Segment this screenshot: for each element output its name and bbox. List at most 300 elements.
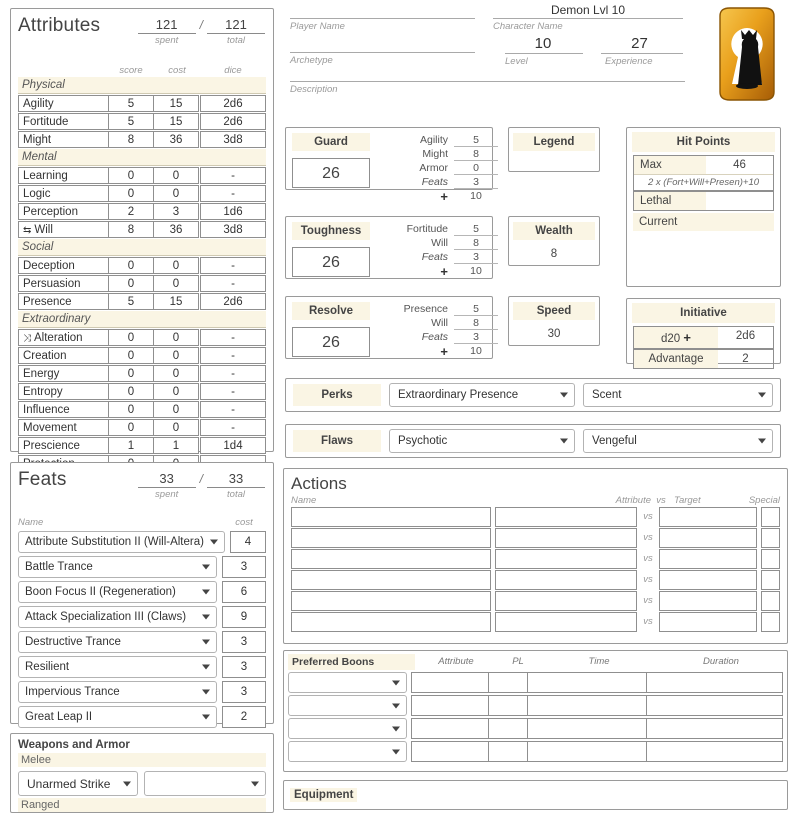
attribute-row bbox=[18, 365, 266, 382]
attribute-dice-cell: - bbox=[200, 419, 266, 436]
defense-part-row bbox=[376, 133, 498, 147]
defense-base-row bbox=[376, 264, 498, 278]
level-value[interactable]: 10 bbox=[534, 35, 552, 52]
action-special-cell[interactable] bbox=[761, 612, 780, 632]
feat-name: Destructive Trance bbox=[25, 636, 121, 648]
hp-max-label: Max bbox=[634, 156, 706, 174]
attribute-cost-cell: 0 bbox=[153, 167, 199, 184]
attribute-name: Fortitude bbox=[23, 116, 69, 128]
feat-name: Attribute Substitution II (Will-Altera) bbox=[25, 536, 204, 548]
action-attribute-cell[interactable] bbox=[495, 591, 637, 611]
attribute-row bbox=[18, 347, 266, 364]
defense-part-row bbox=[376, 147, 498, 161]
column-header-dice: dice bbox=[224, 65, 242, 76]
attribute-cost-cell: 15 bbox=[153, 95, 199, 112]
speed-value[interactable]: 30 bbox=[547, 328, 561, 340]
attribute-score-cell[interactable]: 0 bbox=[108, 167, 154, 184]
chevron-down-icon bbox=[202, 665, 210, 670]
hp-lethal-value[interactable] bbox=[706, 192, 773, 210]
perk-select-2[interactable] bbox=[583, 383, 773, 407]
attribute-name: Persuasion bbox=[23, 278, 81, 290]
chevron-down-icon bbox=[202, 615, 210, 620]
feat-select[interactable] bbox=[18, 556, 217, 578]
experience-rule bbox=[601, 53, 683, 54]
defense-part-row bbox=[376, 330, 498, 344]
equipment-panel bbox=[283, 780, 788, 810]
attribute-name: Alteration bbox=[34, 332, 83, 344]
boons-column-headers bbox=[288, 654, 783, 670]
flaws-label: Flaws bbox=[293, 430, 381, 452]
melee-secondary-select[interactable] bbox=[144, 771, 266, 796]
defense-part-label: Feats bbox=[421, 251, 448, 263]
melee-weapon-select[interactable] bbox=[18, 771, 138, 796]
character-portrait[interactable] bbox=[706, 6, 788, 110]
chevron-down-icon bbox=[758, 439, 766, 444]
flaw-value-2: Vengeful bbox=[592, 435, 637, 447]
attribute-name: Influence bbox=[23, 404, 70, 416]
boon-select[interactable] bbox=[288, 718, 407, 739]
attribute-score-cell[interactable]: 1 bbox=[108, 437, 154, 454]
boon-pl-cell[interactable] bbox=[488, 718, 528, 739]
attributes-points-summary bbox=[138, 17, 265, 46]
resolve-box bbox=[285, 296, 493, 359]
feats-spent-value: 33 bbox=[138, 471, 196, 488]
feats-total-label: total bbox=[227, 489, 245, 500]
boon-duration-cell[interactable] bbox=[646, 695, 783, 716]
feats-points-summary bbox=[138, 471, 265, 500]
feat-row bbox=[18, 631, 266, 653]
feat-select[interactable] bbox=[18, 681, 217, 703]
action-attribute-cell[interactable] bbox=[495, 612, 637, 632]
attribute-name: Entropy bbox=[23, 386, 63, 398]
wealth-box bbox=[508, 216, 600, 266]
action-name-cell[interactable] bbox=[291, 507, 491, 527]
weapons-title: Weapons and Armor bbox=[18, 739, 130, 751]
initiative-title: Initiative bbox=[632, 303, 775, 323]
level-label: Level bbox=[505, 56, 528, 67]
defense-part-label: Feats bbox=[421, 331, 448, 343]
attribute-score-cell[interactable]: 8 bbox=[108, 131, 154, 148]
feats-total-value: 33 bbox=[207, 471, 265, 488]
action-attribute-cell[interactable] bbox=[495, 507, 637, 527]
boons-title: Preferred Boons bbox=[288, 654, 415, 670]
chevron-down-icon bbox=[560, 439, 568, 444]
table-row bbox=[288, 718, 783, 739]
defense-part-value: 8 bbox=[454, 317, 498, 330]
initiative-die-value[interactable]: 2d6 bbox=[735, 330, 756, 342]
action-attribute-cell[interactable] bbox=[495, 570, 637, 590]
defense-part-value: 3 bbox=[454, 176, 498, 189]
attribute-score-cell[interactable]: 5 bbox=[108, 293, 154, 310]
wealth-value[interactable]: 8 bbox=[550, 248, 558, 260]
boon-time-cell[interactable] bbox=[527, 718, 647, 739]
attribute-score-cell[interactable]: 8 bbox=[108, 221, 154, 238]
defense-part-row bbox=[376, 222, 498, 236]
attribute-name-cell bbox=[18, 329, 108, 346]
action-target-cell[interactable] bbox=[659, 612, 757, 632]
attribute-score-cell[interactable]: 0 bbox=[108, 275, 154, 292]
chevron-down-icon bbox=[392, 680, 400, 685]
perks-panel bbox=[285, 378, 781, 412]
feat-select[interactable] bbox=[18, 531, 225, 553]
weapons-and-armor-panel bbox=[10, 733, 274, 813]
attribute-dice-cell: - bbox=[200, 275, 266, 292]
boon-attribute-cell[interactable] bbox=[411, 741, 489, 762]
attribute-score-cell[interactable]: 0 bbox=[108, 347, 154, 364]
action-name-cell[interactable] bbox=[291, 549, 491, 569]
attribute-score-cell[interactable]: 5 bbox=[108, 95, 154, 112]
attribute-name-cell bbox=[18, 293, 108, 310]
defense-part-value: 3 bbox=[454, 251, 498, 264]
keyhole-figure-icon bbox=[706, 6, 788, 110]
perk-select-1[interactable] bbox=[389, 383, 575, 407]
preferred-boons-panel bbox=[283, 650, 788, 772]
attribute-score-cell[interactable]: 0 bbox=[108, 329, 154, 346]
table-row bbox=[288, 741, 783, 762]
feat-cost: 2 bbox=[222, 706, 266, 728]
defense-part-label: Fortitude bbox=[406, 223, 448, 235]
feat-row bbox=[18, 681, 266, 703]
attribute-score-cell[interactable]: 2 bbox=[108, 203, 154, 220]
attribute-cost-cell: 1 bbox=[153, 437, 199, 454]
attribute-cost-cell: 36 bbox=[153, 131, 199, 148]
experience-value[interactable]: 27 bbox=[631, 35, 648, 52]
defense-part-row bbox=[376, 250, 498, 264]
attribute-cost-cell: 3 bbox=[153, 203, 199, 220]
attribute-score-cell[interactable]: 0 bbox=[108, 365, 154, 382]
actions-column-headers bbox=[291, 495, 780, 506]
attribute-cost-cell: 0 bbox=[153, 347, 199, 364]
boon-pl-cell[interactable] bbox=[488, 741, 528, 762]
boon-duration-cell[interactable] bbox=[646, 672, 783, 693]
attribute-row bbox=[18, 275, 266, 292]
initiative-panel bbox=[626, 298, 781, 364]
chevron-down-icon bbox=[392, 703, 400, 708]
attribute-group-header: Social bbox=[18, 239, 266, 256]
attribute-score-cell[interactable]: 0 bbox=[108, 383, 154, 400]
shuffle-icon: ⤨ bbox=[23, 333, 31, 344]
defense-part-label: Agility bbox=[419, 134, 448, 146]
plus-icon: + bbox=[683, 330, 691, 345]
attribute-score-cell[interactable]: 0 bbox=[108, 257, 154, 274]
feat-name: Resilient bbox=[25, 661, 70, 673]
chevron-down-icon bbox=[560, 393, 568, 398]
attribute-score-cell[interactable]: 5 bbox=[108, 113, 154, 130]
action-name-cell[interactable] bbox=[291, 570, 491, 590]
defense-part-label: Feats bbox=[421, 176, 448, 188]
flaws-panel bbox=[285, 424, 781, 458]
attribute-name-cell bbox=[18, 401, 108, 418]
hp-max-value[interactable]: 46 bbox=[733, 159, 746, 171]
attribute-name: Learning bbox=[23, 170, 68, 182]
attribute-cost-cell: 0 bbox=[153, 419, 199, 436]
feat-cost: 9 bbox=[222, 606, 266, 628]
table-row bbox=[291, 591, 780, 611]
wealth-label: Wealth bbox=[513, 222, 595, 240]
column-header-feat-cost: cost bbox=[235, 517, 253, 528]
flaw-select-2[interactable] bbox=[583, 429, 773, 453]
action-target-cell[interactable] bbox=[659, 570, 757, 590]
feats-slash: / bbox=[199, 472, 203, 486]
attribute-cost-cell: 0 bbox=[153, 329, 199, 346]
guard-box bbox=[285, 127, 493, 204]
attribute-cost-cell: 0 bbox=[153, 275, 199, 292]
hit-points-title: Hit Points bbox=[632, 132, 775, 152]
player-name-rule bbox=[290, 18, 475, 19]
chevron-down-icon bbox=[202, 590, 210, 595]
initiative-frame bbox=[633, 326, 774, 369]
attribute-name-cell bbox=[18, 383, 108, 400]
boon-select[interactable] bbox=[288, 695, 407, 716]
boon-select[interactable] bbox=[288, 672, 407, 693]
action-special-cell[interactable] bbox=[761, 549, 780, 569]
attributes-column-headers bbox=[18, 65, 266, 76]
defense-part-value: 5 bbox=[454, 223, 498, 236]
attribute-cost-cell: 0 bbox=[153, 365, 199, 382]
melee-label: Melee bbox=[18, 753, 266, 767]
attribute-dice-cell: 3d8 bbox=[200, 131, 266, 148]
action-special-cell[interactable] bbox=[761, 507, 780, 527]
attribute-dice-cell: - bbox=[200, 329, 266, 346]
attribute-name: Might bbox=[23, 134, 52, 146]
attribute-row bbox=[18, 95, 266, 112]
actions-title: Actions bbox=[291, 474, 347, 493]
attribute-dice-cell: - bbox=[200, 167, 266, 184]
attribute-name: Deception bbox=[23, 260, 75, 272]
perk-value-2: Scent bbox=[592, 389, 622, 401]
action-vs-label: vs bbox=[643, 553, 653, 564]
attribute-dice-cell: 1d6 bbox=[200, 203, 266, 220]
attribute-row bbox=[18, 437, 266, 454]
initiative-advantage-label: Advantage bbox=[634, 350, 718, 368]
feat-select[interactable] bbox=[18, 656, 217, 678]
feat-select[interactable] bbox=[18, 581, 217, 603]
attribute-row bbox=[18, 419, 266, 436]
boon-attribute-cell[interactable] bbox=[411, 718, 489, 739]
feat-row bbox=[18, 581, 266, 603]
action-attribute-cell[interactable] bbox=[495, 528, 637, 548]
attribute-cost-cell: 0 bbox=[153, 401, 199, 418]
plus-icon: + bbox=[440, 343, 448, 359]
feat-name: Battle Trance bbox=[25, 561, 93, 573]
flaw-select-1[interactable] bbox=[389, 429, 575, 453]
attribute-group-header: Extraordinary bbox=[18, 311, 266, 328]
feat-cost: 6 bbox=[222, 581, 266, 603]
attribute-row bbox=[18, 221, 266, 238]
defense-part-label: Might bbox=[422, 148, 448, 160]
attribute-dice-cell: - bbox=[200, 185, 266, 202]
attribute-name-cell bbox=[18, 365, 108, 382]
attributes-panel bbox=[10, 8, 274, 452]
defense-part-row bbox=[376, 302, 498, 316]
boon-select[interactable] bbox=[288, 741, 407, 762]
attribute-row bbox=[18, 383, 266, 400]
hp-current-label: Current bbox=[633, 213, 774, 231]
speed-box bbox=[508, 296, 600, 346]
table-row bbox=[288, 695, 783, 716]
action-special-cell[interactable] bbox=[761, 528, 780, 548]
resolve-label: Resolve bbox=[292, 302, 370, 320]
defense-part-row bbox=[376, 175, 498, 189]
attribute-group-header: Mental bbox=[18, 149, 266, 166]
speed-label: Speed bbox=[513, 302, 595, 320]
attribute-cost-cell: 36 bbox=[153, 221, 199, 238]
experience-label: Experience bbox=[605, 56, 653, 67]
attribute-name-cell bbox=[18, 203, 108, 220]
attribute-dice-cell: - bbox=[200, 401, 266, 418]
feat-cost: 3 bbox=[222, 656, 266, 678]
guard-value[interactable]: 26 bbox=[292, 158, 370, 188]
column-header-action-vs: vs bbox=[656, 495, 666, 506]
table-row bbox=[288, 672, 783, 693]
resolve-value[interactable]: 26 bbox=[292, 327, 370, 357]
defense-part-value: 8 bbox=[454, 237, 498, 250]
action-attribute-cell[interactable] bbox=[495, 549, 637, 569]
hp-formula: 2 x (Fort+Will+Presen)+10 bbox=[634, 174, 773, 190]
hp-lethal-label: Lethal bbox=[634, 192, 706, 210]
attribute-group-header: Physical bbox=[18, 77, 266, 94]
column-header-action-target: Target bbox=[674, 495, 701, 506]
table-row bbox=[291, 507, 780, 527]
attribute-dice-cell: 1d4 bbox=[200, 437, 266, 454]
action-vs-label: vs bbox=[643, 532, 653, 543]
action-target-cell[interactable] bbox=[659, 507, 757, 527]
column-header-boon-time: Time bbox=[588, 656, 610, 667]
legend-box bbox=[508, 127, 600, 172]
attribute-name-cell bbox=[18, 221, 108, 238]
attribute-dice-cell: - bbox=[200, 347, 266, 364]
initiative-advantage-value[interactable]: 2 bbox=[742, 353, 749, 365]
defense-part-row bbox=[376, 236, 498, 250]
attribute-row bbox=[18, 167, 266, 184]
chevron-down-icon bbox=[758, 393, 766, 398]
feat-row bbox=[18, 606, 266, 628]
attribute-name: Perception bbox=[23, 206, 78, 218]
boon-time-cell[interactable] bbox=[527, 672, 647, 693]
feat-select[interactable] bbox=[18, 706, 217, 728]
attributes-total-value: 121 bbox=[207, 17, 265, 34]
boon-duration-cell[interactable] bbox=[646, 718, 783, 739]
attribute-name-cell bbox=[18, 95, 108, 112]
boon-time-cell[interactable] bbox=[527, 695, 647, 716]
attribute-name-cell bbox=[18, 347, 108, 364]
defense-part-label: Armor bbox=[419, 162, 448, 174]
attribute-name: Creation bbox=[23, 350, 67, 362]
attribute-name: Prescience bbox=[23, 440, 80, 452]
defense-base-row bbox=[376, 344, 498, 358]
boons-row-list bbox=[288, 672, 783, 762]
attribute-row bbox=[18, 113, 266, 130]
action-special-cell[interactable] bbox=[761, 591, 780, 611]
attribute-name: Movement bbox=[23, 422, 77, 434]
initiative-die-label bbox=[634, 327, 718, 348]
action-vs-label: vs bbox=[643, 574, 653, 585]
action-name-cell[interactable] bbox=[291, 591, 491, 611]
feat-name: Attack Specialization III (Claws) bbox=[25, 611, 187, 623]
attribute-name: Energy bbox=[23, 368, 60, 380]
attribute-name-cell bbox=[18, 437, 108, 454]
attribute-score-cell[interactable]: 0 bbox=[108, 419, 154, 436]
melee-weapon-value: Unarmed Strike bbox=[27, 777, 111, 791]
chevron-down-icon bbox=[202, 690, 210, 695]
boon-duration-cell[interactable] bbox=[646, 741, 783, 762]
attribute-name-cell bbox=[18, 185, 108, 202]
action-vs-label: vs bbox=[643, 595, 653, 606]
attributes-total-label: total bbox=[227, 35, 245, 46]
attribute-dice-cell: 3d8 bbox=[200, 221, 266, 238]
attribute-cost-cell: 15 bbox=[153, 113, 199, 130]
attribute-score-cell[interactable]: 0 bbox=[108, 401, 154, 418]
character-name-value[interactable]: Demon Lvl 10 bbox=[550, 3, 626, 17]
archetype-label: Archetype bbox=[290, 55, 333, 66]
attributes-title: Attributes bbox=[18, 15, 101, 36]
boon-attribute-cell[interactable] bbox=[411, 672, 489, 693]
feats-spent-label: spent bbox=[155, 489, 179, 500]
melee-row bbox=[18, 771, 266, 796]
attribute-row bbox=[18, 329, 266, 346]
chevron-down-icon bbox=[392, 749, 400, 754]
toughness-box bbox=[285, 216, 493, 279]
attribute-cost-cell: 0 bbox=[153, 257, 199, 274]
boon-pl-cell[interactable] bbox=[488, 672, 528, 693]
defense-part-row bbox=[376, 316, 498, 330]
boon-attribute-cell[interactable] bbox=[411, 695, 489, 716]
table-row bbox=[291, 612, 780, 632]
hit-points-panel bbox=[626, 127, 781, 287]
action-name-cell[interactable] bbox=[291, 612, 491, 632]
attribute-dice-cell: - bbox=[200, 257, 266, 274]
boon-time-cell[interactable] bbox=[527, 741, 647, 762]
action-target-cell[interactable] bbox=[659, 549, 757, 569]
column-header-cost: cost bbox=[168, 65, 186, 76]
perks-label: Perks bbox=[293, 384, 381, 406]
guard-label: Guard bbox=[292, 133, 370, 151]
toughness-value[interactable]: 26 bbox=[292, 247, 370, 277]
boon-pl-cell[interactable] bbox=[488, 695, 528, 716]
chevron-down-icon bbox=[202, 715, 210, 720]
feats-column-headers bbox=[18, 517, 266, 528]
action-target-cell[interactable] bbox=[659, 591, 757, 611]
attribute-name: Logic bbox=[23, 188, 51, 200]
attribute-name-cell bbox=[18, 419, 108, 436]
attributes-spent-label: spent bbox=[155, 35, 179, 46]
attribute-name: Agility bbox=[23, 98, 54, 110]
action-vs-label: vs bbox=[643, 616, 653, 627]
attribute-dice-cell: 2d6 bbox=[200, 293, 266, 310]
defense-part-row bbox=[376, 161, 498, 175]
actions-row-list bbox=[291, 507, 780, 632]
feat-select[interactable] bbox=[18, 606, 217, 628]
feat-row bbox=[18, 706, 266, 728]
action-special-cell[interactable] bbox=[761, 570, 780, 590]
initiative-die-text: d20 bbox=[661, 333, 681, 345]
feat-cost: 4 bbox=[230, 531, 266, 553]
chevron-down-icon bbox=[202, 640, 210, 645]
defense-base-value: 10 bbox=[470, 265, 482, 277]
attribute-score-cell[interactable]: 0 bbox=[108, 185, 154, 202]
feat-select[interactable] bbox=[18, 631, 217, 653]
resolve-breakdown bbox=[370, 302, 498, 359]
defense-part-value: 8 bbox=[454, 148, 498, 161]
action-target-cell[interactable] bbox=[659, 528, 757, 548]
attribute-row bbox=[18, 203, 266, 220]
ranged-label: Ranged bbox=[18, 798, 266, 812]
feat-name: Boon Focus II (Regeneration) bbox=[25, 586, 176, 598]
swap-arrows-icon: ⇆ bbox=[23, 225, 32, 236]
chevron-down-icon bbox=[210, 540, 218, 545]
action-name-cell[interactable] bbox=[291, 528, 491, 548]
chevron-down-icon bbox=[202, 565, 210, 570]
